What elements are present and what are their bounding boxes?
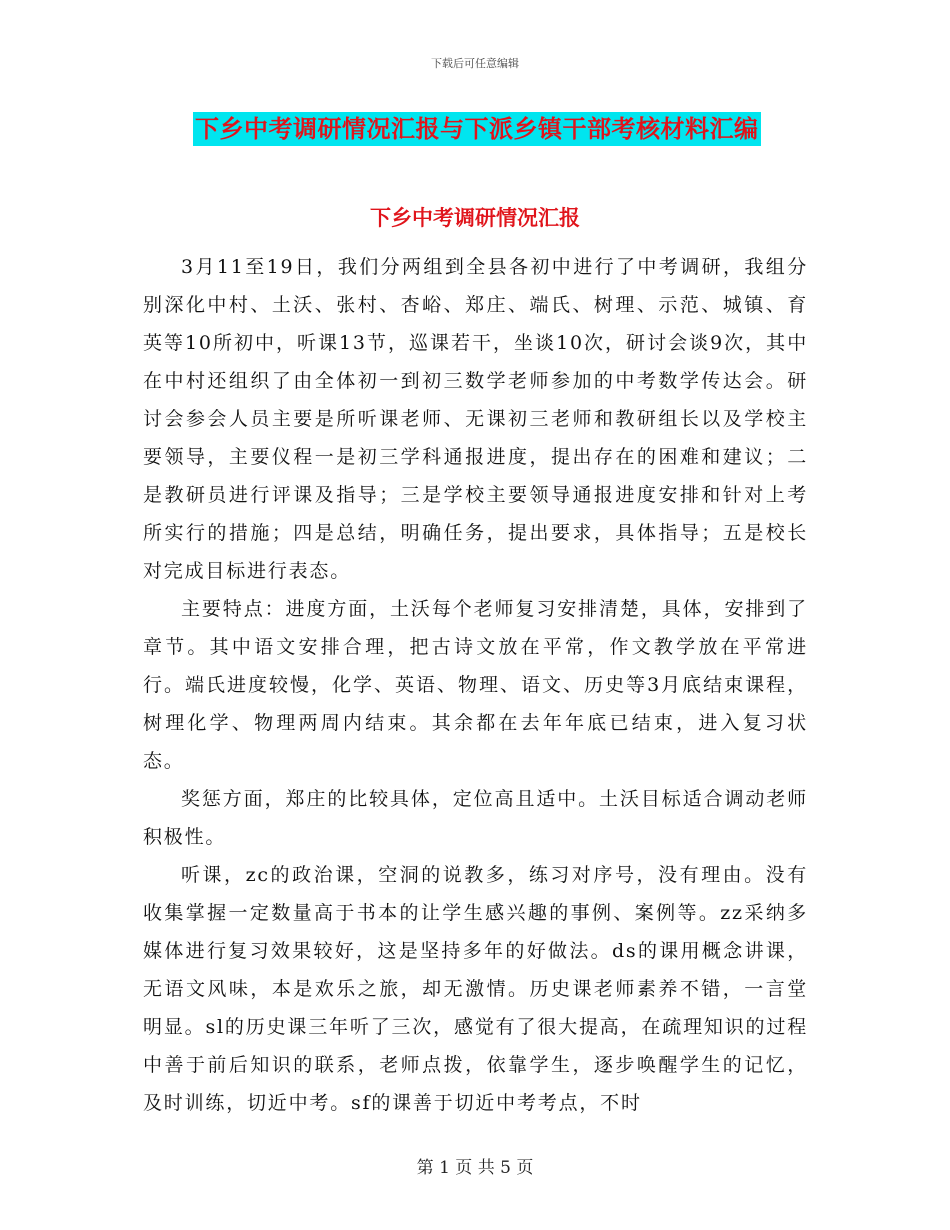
document-body — [143, 248, 808, 1122]
paragraph: 3月11至19日，我们分两组到全县各初中进行了中考调研，我组分别深化中村、土沃、张村、杏峪、郑庄、端氏、树理、示范、城镇、育英等10所初中，听课13节，巡课若干，坐谈10次，研讨会谈9次，其中在中村还组织了由全体初一到初三数学老师参加的中考数学传达会。研讨会参会人员主要是所听课老师、无课初三老师和教研组长以及学校主要领导，主要仪程一是初三学科通报进度，提出存在的困难和建议；二是教研员进行评课及指导；三是学校主要领导通报进度安排和针对上考所实行的措施；四是总结，明确任务，提出要求，具体指导；五是校长对完成目标进行表态。 — [143, 256, 808, 582]
paragraph: 奖惩方面，郑庄的比较具体，定位高且适中。土沃目标适合调动老师积极性。 — [143, 788, 808, 848]
paragraph: 主要特点：进度方面，土沃每个老师复习安排清楚，具体，安排到了章节。其中语文安排合理，把古诗文放在平常，作文教学放在平常进行。端氏进度较慢，化学、英语、物理、语文、历史等3月底结束课程，树理化学、物理两周内结束。其余都在去年年底已结束，进入复习状态。 — [143, 598, 808, 772]
page-footer: 第 1 页 共 5 页 — [416, 1158, 534, 1178]
header-note: 下载后可任意编辑 — [431, 57, 519, 70]
paragraph: 听课，zc的政治课，空洞的说教多，练习对序号，没有理由。没有收集掌握一定数量高于书本的让学生感兴趣的事例、案例等。zz采纳多媒体进行复习效果较好，这是坚持多年的好做法。ds的课用概念讲课，无语文风味，本是欢乐之旅，却无激情。历史课老师素养不错，一言堂明显。sl的历史课三年听了三次，感觉有了很大提高，在疏理知识的过程中善于前后知识的联系，老师点拨，依靠学生，逐步唤醒学生的记忆，及时训练，切近中考。sf的课善于切近中考考点，不时 — [143, 864, 808, 1114]
document-title: 下乡中考调研情况汇报与下派乡镇干部考核材料汇编 — [193, 112, 761, 146]
section-title: 下乡中考调研情况汇报 — [370, 206, 580, 230]
